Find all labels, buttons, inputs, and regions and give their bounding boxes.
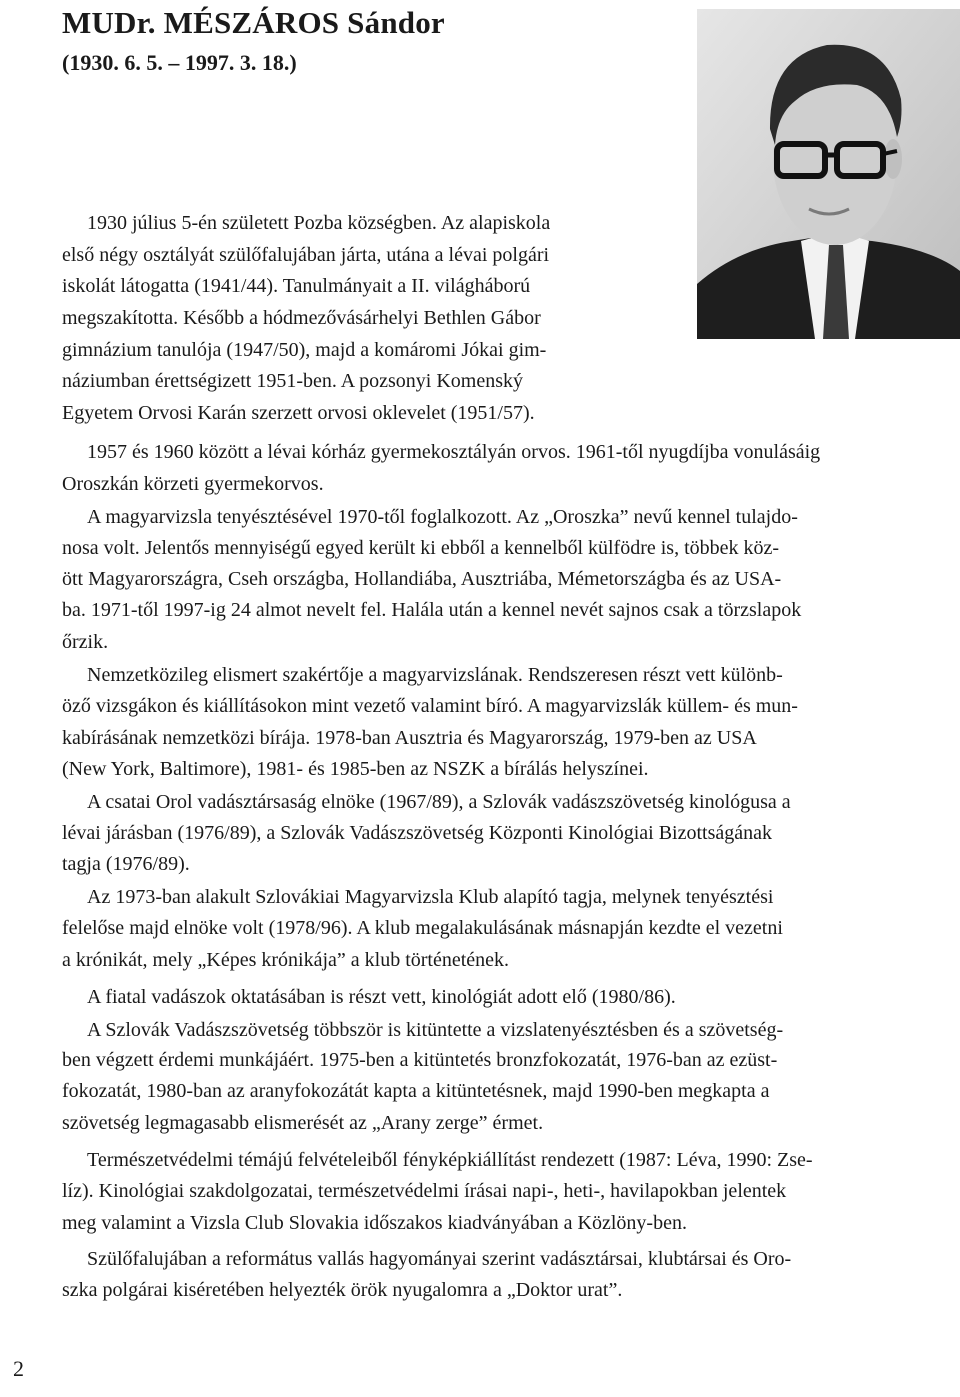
body-line: nosa volt. Jelentős mennyiségű egyed került ki ebből a kennelből külfödre is, többek köz- [62,537,780,559]
body-line: (New York, Baltimore), 1981- és 1985-ben az NSZK a bírálás helyszínei. [62,758,649,780]
page-number: 2 [13,1356,24,1381]
body-line: a krónikát, mely „Képes krónikája” a klub történetének. [62,949,510,971]
body-line: Természetvédelmi témájú felvételeiből fényképkiállítást rendezett (1987: Léva, 1990: Zse- [87,1149,813,1171]
body-line: Nemzetközileg elismert szakértője a magyarvizslának. Rendszeresen részt vett különb- [87,664,783,686]
portrait-photo [697,9,960,339]
body-line: Az 1973-ban alakult Szlovákiai Magyarvizsla Klub alapító tagja, melynek tenyésztési [87,886,774,908]
body-line: Egyetem Orvosi Karán szerzett orvosi oklevelet (1951/57). [62,402,535,424]
body-line: öző vizsgákon és kiállításokon mint vezető valamint bíró. A magyarvizslák küllem- és mun- [62,695,798,717]
body-line: őrzik. [62,631,109,653]
body-line: 1930 július 5-én született Pozba községben. Az alapiskola [87,212,551,234]
body-line: A fiatal vadászok oktatásában is részt vett, kinológiát adott elő (1980/86). [87,986,676,1008]
body-line: kabírásának nemzetközi bírája. 1978-ban Ausztria és Magyarország, 1979-ben az USA [62,727,757,749]
body-line: fokozatát, 1980-ban az aranyfokozátát kapta a kitüntetésnek, majd 1990-ben megkapta a [62,1080,770,1102]
body-line: ött Magyarországra, Cseh országba, Hollandiába, Ausztriába, Mémetországba és az USA- [62,568,782,590]
body-line: náziumban érettségizett 1951-ben. A pozsonyi Komenský [62,370,524,392]
body-line: A csatai Orol vadásztársaság elnöke (1967/89), a Szlovák vadászszövetség kinológusa a [87,791,791,813]
body-line: felelőse majd elnöke volt (1978/96). A klub megalakulásának másnapján kezdte el vezetni [62,917,783,939]
body-line: lévai járásban (1976/89), a Szlovák Vadászszövetség Központi Kinológiai Bizottságának [62,822,772,844]
body-line: szka polgárai kiséretében helyezték örök nyugalomra a „Doktor urat”. [62,1279,623,1301]
body-line: iskolát látogatta (1941/44). Tanulmányait a II. világháború [62,275,531,297]
body-line: Szülőfalujában a református vallás hagyományai szerint vadásztársai, klubtársai és Oro- [87,1248,792,1270]
body-line: meg valamint a Vizsla Club Slovakia időszakos kiadványában a Közlöny-ben. [62,1212,687,1234]
body-line: szövetség legmagasabb elismerését az „Arany zerge” érmet. [62,1112,544,1134]
body-line: megszakította. Később a hódmezővásárhelyi Bethlen Gábor [62,307,541,329]
body-line: 1957 és 1960 között a lévai kórház gyermekosztályán orvos. 1961-től nyugdíjba vonulásáig [87,441,821,463]
person-name: MUDr. MÉSZÁROS Sándor [62,5,445,40]
body-line: líz). Kinológiai szakdolgozatai, természetvédelmi írásai napi-, heti-, havilapokban jelentek [62,1180,787,1202]
body-line: első négy osztályát szülőfalujában járta, utána a lévai polgári [62,244,550,266]
body-line: tagja (1976/89). [62,853,190,875]
body-line: ben végzett érdemi munkájáért. 1975-ben a kitüntetés bronzfokozatát, 1976-ban az ezüst- [62,1049,778,1071]
body-line: A Szlovák Vadászszövetség többször is kitüntette a vizslatenyésztésben és a szövetség- [87,1019,784,1041]
body-line: Oroszkán körzeti gyermekorvos. [62,473,324,495]
life-dates: (1930. 6. 5. – 1997. 3. 18.) [62,50,297,75]
body-line: ba. 1971-től 1997-ig 24 almot nevelt fel. Halála után a kennel nevét sajnos csak a törzslapok [62,599,802,621]
body-line: A magyarvizsla tenyésztésével 1970-től foglalkozott. Az „Oroszka” nevű kennel tulajdo- [87,506,798,528]
body-line: gimnázium tanulója (1947/50), majd a komáromi Jókai gim- [62,339,547,361]
